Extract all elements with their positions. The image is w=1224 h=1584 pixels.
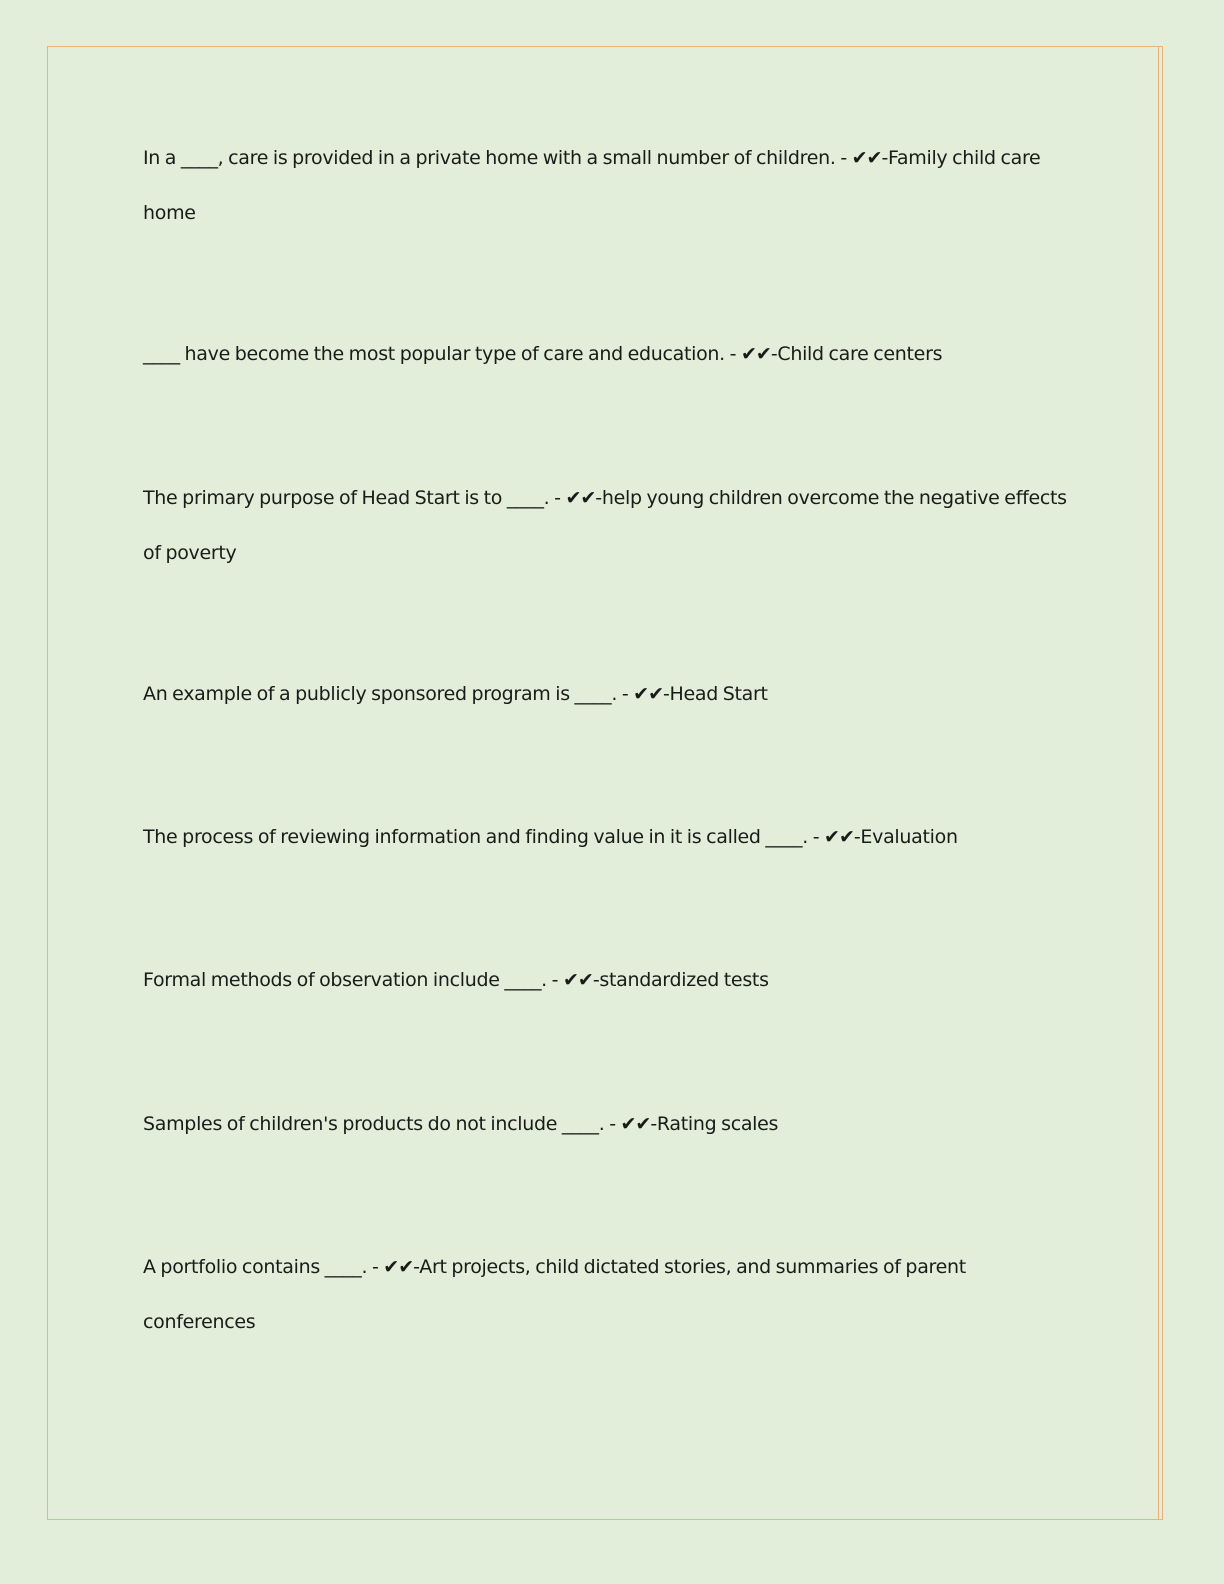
qa-item <box>143 471 1073 581</box>
separator: - <box>367 1256 384 1278</box>
answer-text: -Head Start <box>663 683 768 705</box>
separator: - <box>546 969 563 991</box>
separator: - <box>724 343 741 365</box>
answer-text: -Family child care home <box>143 147 1041 224</box>
question-text: A portfolio contains ____. <box>143 1256 368 1278</box>
answer-text: -standardized tests <box>592 969 769 991</box>
separator: - <box>617 683 634 705</box>
double-check-icon: ✔✔ <box>824 826 854 848</box>
double-check-icon: ✔✔ <box>851 147 882 169</box>
double-check-icon: ✔✔ <box>620 1113 651 1135</box>
qa-item <box>143 810 1073 865</box>
question-text: Formal methods of observation include ____. <box>143 969 547 991</box>
qa-item <box>143 327 1073 382</box>
separator: - <box>835 147 852 169</box>
separator: - <box>604 1113 621 1135</box>
question-text: An example of a publicly sponsored program is ____. <box>143 683 618 705</box>
qa-item <box>143 953 1073 1008</box>
separator: - <box>807 826 825 848</box>
qa-item <box>143 667 1073 722</box>
question-text: ____ have become the most popular type of care and education. <box>143 343 725 365</box>
double-check-icon: ✔✔ <box>383 1256 414 1278</box>
answer-text: -Child care centers <box>770 343 943 365</box>
question-text: The process of reviewing information and finding value in it is called ____. <box>143 826 808 848</box>
question-text: In a ____, care is provided in a private home with a small number of children. <box>143 147 836 169</box>
question-text: The primary purpose of Head Start is to ____. <box>143 487 550 509</box>
double-check-icon: ✔✔ <box>740 343 771 365</box>
double-check-icon: ✔✔ <box>633 683 663 705</box>
answer-text: -help young children overcome the negative effects of poverty <box>143 487 1067 564</box>
separator: - <box>549 487 566 509</box>
qa-item <box>143 131 1073 241</box>
double-check-icon: ✔✔ <box>562 969 593 991</box>
double-check-icon: ✔✔ <box>565 487 596 509</box>
answer-text: -Rating scales <box>650 1113 779 1135</box>
qa-item <box>143 1240 1073 1350</box>
answer-text: -Art projects, child dictated stories, and summaries of parent conferences <box>143 1256 966 1333</box>
question-text: Samples of children's products do not include ____. <box>143 1113 605 1135</box>
answer-text: -Evaluation <box>853 826 958 848</box>
qa-item <box>143 1097 1073 1152</box>
